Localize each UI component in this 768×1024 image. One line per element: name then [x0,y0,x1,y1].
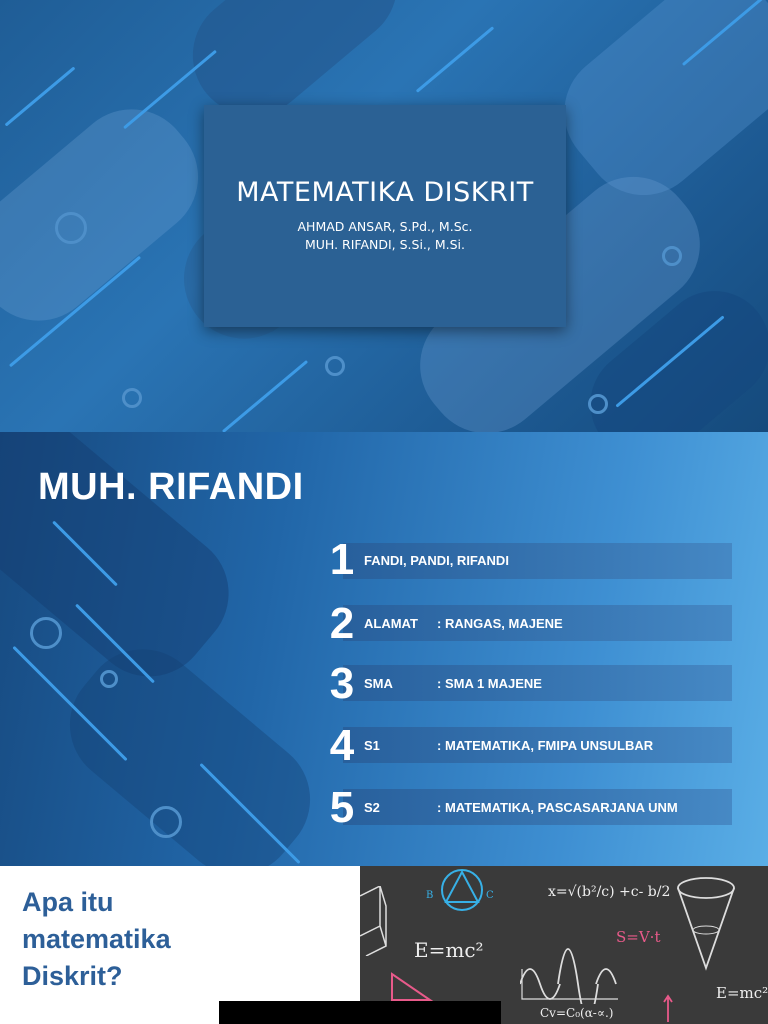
bg-ring [150,806,182,838]
deck-title: MATEMATIKA DISKRIT [236,177,534,208]
title-slide [0,0,768,432]
item-value: : RANGAS, MAJENE [437,616,563,631]
question-line: Diskrit? [22,961,123,991]
axis-sketch-icon [660,994,700,1024]
bg-shape [45,625,334,866]
question-line: matematika [22,924,171,954]
question-line: Apa itu [22,887,114,917]
item-label: ALAMAT [364,616,418,631]
item-number: 2 [329,599,355,648]
chalk-formula-emc2: E=mc² [414,938,484,962]
profile-slide [0,432,768,866]
question-heading [22,884,171,995]
bg-stroke [5,66,76,126]
item-value: : SMA 1 MAJENE [437,676,542,691]
chalk-label-c: C [486,890,494,901]
author-name: AHMAD ANSAR, S.Pd., M.Sc. [297,219,473,234]
bg-ring [325,356,345,376]
chalk-formula-emc2: E=mc² [716,984,768,1002]
question-slide [0,866,768,1024]
item-label: SMA [364,676,393,691]
item-number: 4 [329,721,355,770]
item-value: : MATEMATIKA, FMIPA UNSULBAR [437,738,654,753]
bg-ring [55,212,87,244]
bg-ring [122,388,142,408]
triangle-circle-sketch-icon [434,868,490,918]
item-label: FANDI, PANDI, RIFANDI [364,553,509,568]
item-value: : MATEMATIKA, PASCASARJANA UNM [437,800,678,815]
triangle-sketch-icon [386,970,436,1004]
title-box [204,105,566,327]
item-label: S2 [364,800,380,815]
chalk-formula-cv: Cv=C₀(α-∝.) [540,1006,614,1020]
bg-stroke [416,26,495,93]
bg-ring [100,670,118,688]
item-number: 1 [329,535,355,584]
bg-ring [30,617,62,649]
bg-ring [588,394,608,414]
cube-sketch-icon [360,886,390,956]
author-name: MUH. RIFANDI, S.Si., M.Si. [304,237,465,252]
item-number: 3 [329,659,355,708]
black-band [219,1001,501,1024]
bg-shape [0,85,223,345]
person-name: MUH. RIFANDI [38,466,304,508]
chalk-label-b: B [426,890,434,901]
bg-ring [662,246,682,266]
chalk-formula-velocity: S=V·t [616,928,661,946]
cone-sketch-icon [672,874,740,972]
wave-sketch-icon [520,914,620,1004]
chalk-formula-quadratic: x=√(b²/c) +c- b/2 [548,884,671,900]
item-number: 5 [329,783,355,832]
bg-stroke [222,360,308,432]
item-label: S1 [364,738,380,753]
